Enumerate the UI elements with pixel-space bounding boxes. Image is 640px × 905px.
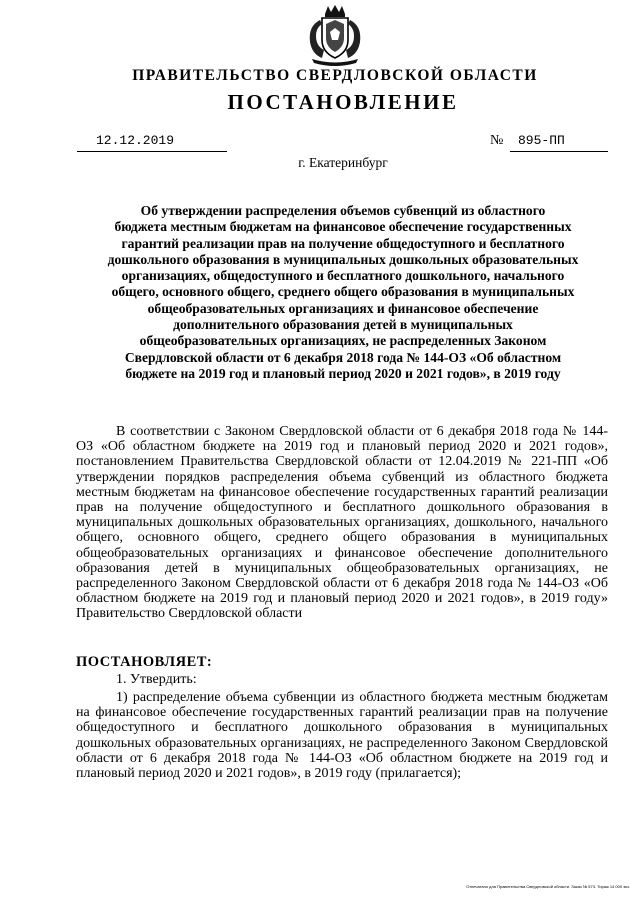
heading-line: общего, основного общего, среднего общего образования в муниципальных	[111, 284, 575, 300]
document-heading	[60, 203, 626, 382]
heading-line: бюджета местным бюджетам на финансовое обеспечение государственных	[114, 219, 572, 235]
heading-line: Свердловской области от 6 декабря 2018 года № 144-ОЗ «Об областном	[124, 349, 562, 365]
city-name: г. Екатеринбург	[298, 155, 388, 170]
government-title: ПРАВИТЕЛЬСТВО СВЕРДЛОВСКОЙ ОБЛАСТИ	[132, 67, 538, 84]
item-1-1-paragraph: 1) распределение объема субвенции из областного бюджета местным бюджетам на финансовое обеспечение государственных гарантий реализации прав на получение общедоступного и бесплатного дошкольного образования в муниципальных дошкольных образовательных организациях, не распределенного Законом Свердловской области от 6 декабря 2018 года № 144-ОЗ «Об областном бюджете на 2019 год и плановый период 2020 и 2021 годов», в 2019 году (прилагается);	[76, 690, 608, 782]
decree-word: ПОСТАНОВЛЯЕТ:	[76, 654, 213, 670]
heading-line: дошкольного образования в муниципальных дошкольных образовательных	[107, 251, 579, 267]
coat-of-arms-icon	[300, 4, 370, 66]
print-footer-note: Отпечатано для Правительства Свердловской области. Заказ № 573. Тираж 14 000 экз.	[466, 884, 630, 889]
heading-line: общеобразовательных организациях, не распределенных Законом	[139, 333, 547, 349]
document-number: 895-ПП	[518, 133, 565, 148]
heading-line: организациях, общедоступного и бесплатного дошкольного, начального	[121, 268, 565, 284]
heading-line: Об утверждении распределения объемов субвенций из областного	[140, 203, 546, 218]
number-sign: №	[490, 133, 504, 148]
document-date: 12.12.2019	[96, 133, 175, 148]
heading-line: гарантий реализации прав на получение общедоступного и бесплатного	[121, 235, 565, 251]
document-type-title: ПОСТАНОВЛЕНИЕ	[227, 90, 459, 114]
heading-line: бюджете на 2019 год и плановый период 2020 и 2021 годов», в 2019 году	[125, 365, 561, 381]
heading-line: общеобразовательных организациях и финансовое обеспечение	[147, 300, 539, 316]
heading-line: дополнительного образования детей в муниципальных	[173, 317, 513, 333]
item-1-paragraph: 1. Утвердить:	[116, 672, 197, 687]
preamble-paragraph: В соответствии с Законом Свердловской области от 6 декабря 2018 года № 144-ОЗ «Об областном бюджете на 2019 год и плановый период 2020 и 2021 годов», постановлением Правительства Свердловской области от 12.04.2019 № 221-ПП «Об утверждении порядков распределения объема субвенций из областного бюджета местным бюджетам на финансовое обеспечение государственных гарантий реализации прав на получение общедоступного и бесплатного дошкольного образования в муниципальных дошкольных образовательных организациях, дошкольного, начального общего, основного общего, среднего общего образования в муниципальных общеобразовательных организациях и финансовое обеспечение дополнительного образования детей в муниципальных общеобразовательных организациях, не распределенного Законом Свердловской области от 6 декабря 2018 года № 144-ОЗ «Об областном бюджете на 2019 год и плановый период 2020 и 2021 годов», в 2019 году» Правительство Свердловской области	[76, 424, 608, 622]
